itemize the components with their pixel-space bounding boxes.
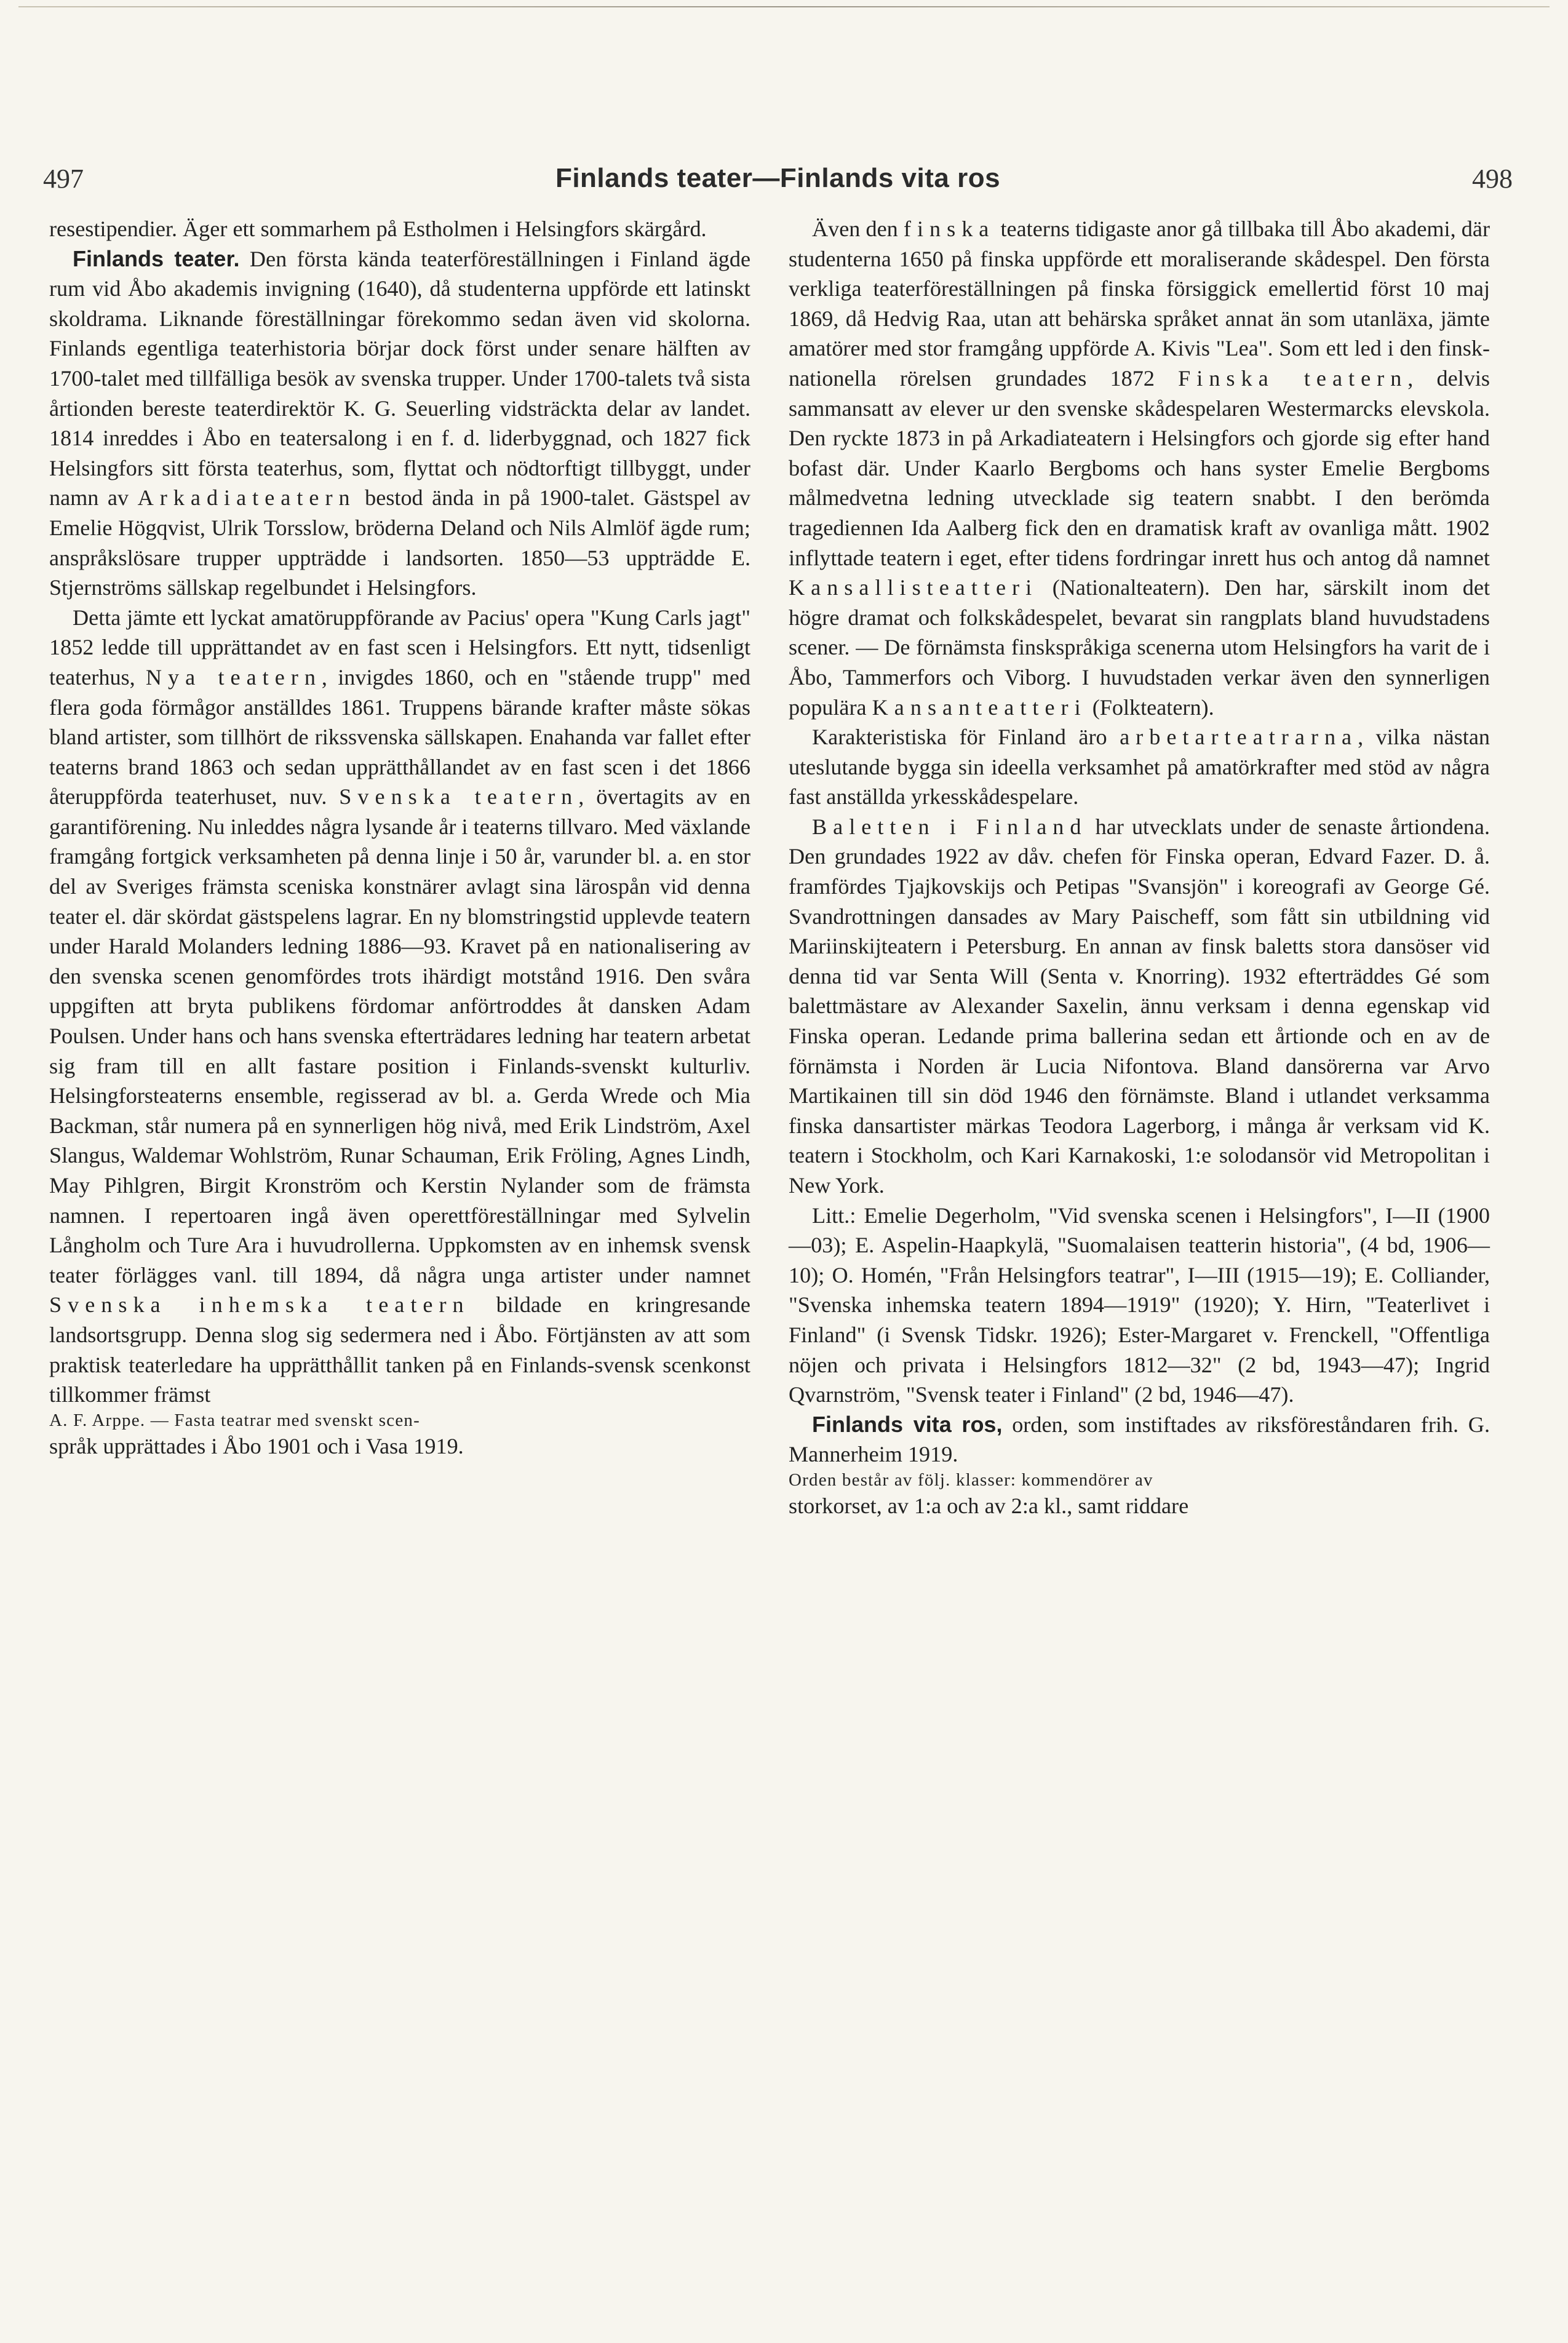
- spaced-term: finska: [903, 217, 995, 241]
- spaced-term: arbetarteatrarna: [1120, 725, 1358, 750]
- paragraph: Även den finska teaterns tidigaste anor gå tillbaka till Åbo akademi, där studenterna 1650 på finska uppförde ett moraliserande skådespel. Den första verkliga teaterföreställningen på finska försiggick emellertid först 10 maj 1869, då Hedvig Raa, utan att behärska språket annat än som utanläxa, jämte amatörer med stor framgång uppförde A. Kivis "Lea". Som ett led i den finsk-nationella rörelsen grundades 1872 Finska teatern, delvis sammansatt av elever ur den svenske skådespelaren Westermarcks elevskola. Den ryckte 1873 in på Arkadiateatern i Helsingfors och gjorde sig efter hand bofast där. Under Kaarlo Bergboms och hans syster Emelie Bergboms målmedvetna ledning utvecklade sig teatern snabbt. I den berömda tragediennen Ida Aalberg fick den en dramatisk kraft av ovanliga mått. 1902 inflyttade teatern i eget, efter tidens fordringar inrett hus och antog då namnet Kansallisteatteri (Nationalteatern). Den har, särskilt inom det högre dramat och folkskådespelet, bevarat sin rangplats bland huvudstadens scener. — De förnämsta finskspråkiga scenerna utom Helsingfors ha varit de i Åbo, Tammerfors och Viborg. I huvudstaden verkar även den synnerligen populära Kansanteatteri (Folkteatern).: [789, 217, 1490, 720]
- spaced-term: Arkadiateatern: [137, 485, 356, 511]
- spaced-term: Finska teatern: [1178, 365, 1408, 391]
- paragraph: resestipendier. Äger ett sommarhem på Estholmen i Helsingfors skärgård.: [49, 217, 707, 241]
- entry-finlands-teater: Finlands teater. Den första kända teaterföreställningen i Finland ägde rum vid Åbo akademis invigning (1640), då studenterna uppförde ett latinskt skoldrama. Liknande föreställningar förekommo sedan även vid skolorna. Finlands egentliga teaterhistoria börjar dock först under senare hälften av 1700-talet med tillfälliga besök av svenska trupper. Under 1700-talets två sista årtionden bereste teaterdirektör K. G. Seuerling vidsträckta delar av landet. 1814 inreddes i Åbo en teatersalong i en f. d. liderbyggnad, och 1827 fick Helsingfors sitt första teaterhus, som, flyttat och nödtorftigt tillbyggt, under namn av Arkadiateatern bestod ända in på 1900-talet. Gästspel av Emelie Högqvist, Ulrik Torsslow, bröderna Deland och Nils Almlöf ägde rum; anspråkslösare trupper uppträdde i landsorten. 1850—53 uppträdde E. Stjernströms sällskap regelbundet i Helsingfors.: [49, 245, 751, 600]
- paragraph: storkorset, av 1:a och av 2:a kl., samt riddare: [789, 1493, 1189, 1518]
- spaced-term: Svenska inhemska teatern: [49, 1292, 470, 1318]
- running-header: [43, 157, 1513, 200]
- literature-references: Litt.: Emelie Degerholm, "Vid svenska scenen i Helsingfors", I—II (1900—03); E. Aspelin-Haapkylä, "Suomalaisen teatterin historia", (4 bd, 1906—10); O. Homén, "Från Helsingfors teatrar", I—III (1915—19); E. Colliander, "Svenska inhemska teatern 1894—1919" (1920); Y. Hirn, "Teaterlivet i Finland" (i Svensk Tidskr. 1926); Ester-Margaret v. Frenckell, "Offentliga nöjen och privata i Helsingfors 1812—32" (2 bd, 1943—47); Ingrid Qvarnström, "Svensk teater i Finland" (2 bd, 1946—47).: [789, 1203, 1490, 1407]
- top-edge-rule: [18, 6, 1550, 7]
- page-number-right: 498: [1471, 163, 1513, 194]
- spaced-term: Kansallisteatteri: [789, 575, 1038, 600]
- small-print-line: Orden består av följ. klasser: kommendörer av: [789, 1470, 1153, 1490]
- entry-finlands-vita-ros: Finlands vita ros, orden, som instiftades av riksföreståndaren frih. G. Mannerheim 1919.: [789, 1411, 1490, 1467]
- spaced-term: Kansanteatteri: [872, 694, 1087, 720]
- headword: Finlands teater.: [73, 245, 240, 271]
- spaced-term: Svenska teatern: [339, 784, 579, 810]
- paragraph: Karakteristiska för Finland äro arbetarteatrarna, vilka nästan uteslutande bygga sin ideella verksamhet på amatörkrafter med stöd av några fast anställda yrkesskådespelare.: [789, 725, 1490, 810]
- spaced-term: Baletten i Finland: [812, 814, 1088, 839]
- paragraph: Detta jämte ett lyckat amatöruppförande av Pacius' opera "Kung Carls jagt" 1852 ledde till upprättandet av en fast scen i Helsingfors. Ett nytt, tidsenligt teaterhus, Nya teatern, invigdes 1860, och en "stående trupp" med flera goda förmågor anställdes 1861. Truppens bärande krafter måste sökas bland artister, som tillhört de rikssvenska sällskapen. Enahanda var fallet efter teaterns brand 1863 och sedan upprätthållandet av en fast scen i det 1866 återuppförda teaterhuset, nuv. Svenska teatern, övertagits av en garantiförening. Nu inleddes några lysande år i teaterns tillvaro. Med växlande framgång fortgick verksamheten på denna linje i 50 år, varunder bl. a. en stor del av Sveriges främsta sceniska konstnärer avlagt sina lärospån vid denna teater el. där skördat gästspelens lagrar. En ny blomstringstid upplevde teatern under Harald Molanders ledning 1886—93. Kravet på en nationalisering av den svenska scenen genomfördes trots ihärdigt motstånd 1916. Den svåra uppgiften att bryta publikens fördomar anförtroddes åt dansken Adam Poulsen. Under hans och hans svenska efterträdares ledning har teatern arbetat sig fram till en allt fastare position i Finlands-svenskt kulturliv. Helsingforsteaterns ensemble, regisserad av bl. a. Gerda Wrede och Mia Backman, står numera på en synnerligen hög nivå, med Erik Lindström, Axel Slangus, Waldemar Wohlström, Runar Schauman, Erik Fröling, Agnes Lindh, May Pihlgren, Birgit Kronström och Kerstin Nylander som de främsta namnen. I repertoaren ingå även operettföreställningar med Sylvelin Långholm och Ture Ara i huvudrollerna. Uppkomsten av en inhemsk svensk teater förlägges vanl. till 1894, då några unga artister under namnet Svenska inhemska teatern bildade en kringresande landsortsgrupp. Denna slog sig sedermera ned i Åbo. Förtjänsten av att som praktisk teaterledare ha upprätthållit tanken på en Finlands-svensk scenkonst tillkommer främst: [49, 605, 750, 1407]
- right-column: [789, 214, 1490, 1521]
- left-column: [49, 214, 750, 1461]
- page-number-left: 497: [43, 163, 84, 194]
- running-title: Finlands teater—Finlands vita ros: [555, 163, 1001, 193]
- paragraph: Baletten i Finland har utvecklats under de senaste årtiondena. Den grundades 1922 av dåv. chefen för Finska operan, Edvard Fazer. D. å. framfördes Tjajkovskijs och Petipas "Svansjön" i koreografi av George Gé. Svandrottningen dansades av Mary Paischeff, som fått sin utbildning vid Mariinskijteatern i Petersburg. En annan av finsk baletts stora dansöser vid denna tid var Senta Will (Senta v. Knorring). 1932 efterträddes Gé som balettmästare av Alexander Saxelin, ännu verksam i denna egenskap vid Finska operan. Ledande prima ballerina sedan ett årtionde och en av de förnämsta i Norden är Lucia Nifontova. Bland dansörerna var Arvo Martikainen till sin död 1946 den förnämste. Bland i utlandet verksamma finska dansartister märkas Teodora Lagerborg, i många år verksam vid K. teatern i Stockholm, och Kari Karnakoski, 1:e solodansör vid Metropolitan i New York.: [789, 814, 1490, 1198]
- spaced-term: Nya teatern: [145, 664, 322, 690]
- paragraph: språk upprättades i Åbo 1901 och i Vasa 1919.: [49, 1433, 464, 1458]
- small-print-line: A. F. Arppe. — Fasta teatrar med svenskt scen-: [49, 1410, 420, 1430]
- headword: Finlands vita ros,: [812, 1411, 1003, 1437]
